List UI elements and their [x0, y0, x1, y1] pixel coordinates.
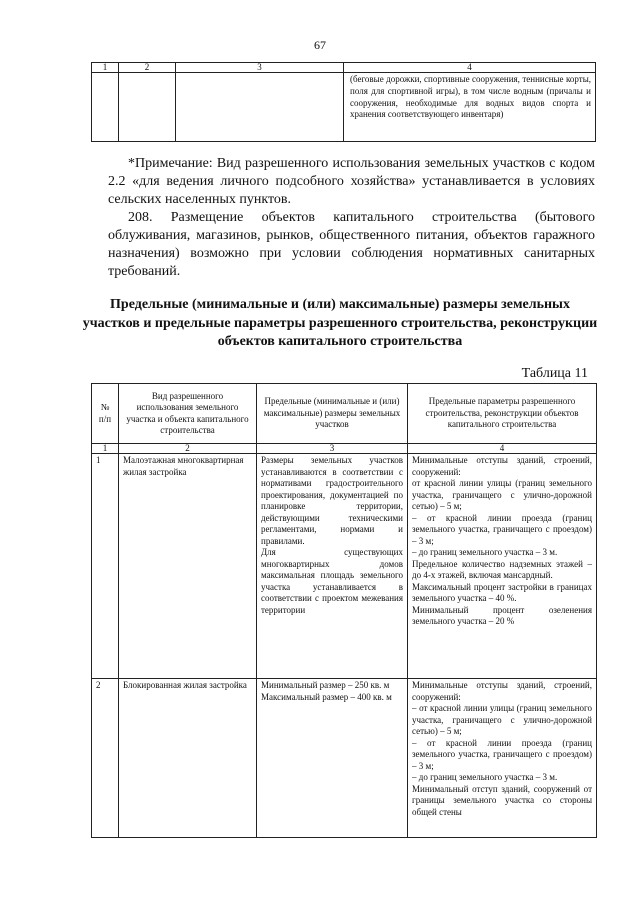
column-number: 2: [119, 63, 176, 73]
table-header-row: [92, 384, 597, 444]
row-params-text: – от красной линии проезда (границ земельного участка, граничащего с проездом) – 3 м;: [412, 737, 592, 771]
header-cell: № п/п: [92, 384, 119, 444]
column-number: 2: [119, 444, 257, 454]
continued-table: [91, 62, 596, 142]
note-paragraph: *Примечание: Вид разрешенного использования земельных участков с кодом 2.2 «для ведения личного подсобного хозяйства» устанавливается в условиях сельских населенных пунктов.: [108, 156, 595, 207]
column-number: 3: [257, 444, 408, 454]
row-params-text: Предельное количество надземных этажей – до 4-х этажей, включая мансардный.: [412, 558, 592, 580]
row-params-cell: [408, 454, 597, 679]
row-params-text: – до границ земельного участка – 3 м.: [412, 547, 558, 557]
column-number: 3: [176, 63, 344, 73]
row-params-text: – до границ земельного участка – 3 м.: [412, 772, 558, 782]
column-number: 4: [408, 444, 597, 454]
row-params-text: – от красной линии улицы (границ земельного участка, граничащего с улично-дорожной сетью) – 5 м;: [412, 703, 592, 736]
table-row: [92, 454, 597, 679]
parameters-table: [91, 383, 597, 838]
row-params-text: Максимальный процент застройки в границах земельного участка – 40 %.: [412, 581, 592, 603]
row-sizes-text: Размеры земельных участков устанавливаются в соответствии с нормативами градостроительного проектирования, документацией по планировке территории, действующими техническими регламентами, нормами и правилами.: [261, 455, 403, 546]
row-sizes-cell: [257, 454, 408, 679]
row-params-cell: [408, 679, 597, 838]
column-number: 1: [92, 444, 119, 454]
row-params-text: от красной линии улицы (границ земельного участка, граничащего с улично-дорожной сетью) – 5 м;: [412, 478, 592, 511]
table-label: Таблица 11: [521, 366, 588, 381]
row-type: Блокированная жилая застройка: [119, 679, 257, 838]
table-row: [92, 679, 597, 838]
paragraph-208: 208. Размещение объектов капитального строительства (бытового облуживания, магазинов, рынков, общественного питания, объектов гаражного назначения) возможно при условии соблюдения нормативных санитарных требований.: [108, 210, 595, 279]
table-row: [92, 73, 596, 142]
row-number: 2: [92, 679, 119, 838]
row-params-text: Минимальный отступ зданий, сооружений от границы земельного участка со стороны общей стены: [412, 783, 592, 817]
row-sizes-cell: [257, 679, 408, 838]
column-number: 4: [344, 63, 596, 73]
section-heading: Предельные (минимальные и (или) максимальные) размеры земельных участков и предельные параметры разрешенного строительства, реконструкции объектов капитального строительства: [82, 297, 598, 349]
table-row: [92, 444, 597, 454]
header-cell: Предельные (минимальные и (или) максимальные) размеры земельных участков: [257, 384, 408, 444]
row-number: 1: [92, 454, 119, 679]
column-number: 1: [92, 63, 119, 73]
row-params-text: – от красной линии проезда (границ земельного участка, граничащего с проездом) – 3 м;: [412, 512, 592, 546]
row-params-text: Минимальные отступы зданий, строений, сооружений:: [412, 680, 592, 702]
table-row: [92, 63, 596, 73]
row-sizes-text: Минимальный размер – 250 кв. м: [261, 680, 390, 690]
table-cell: [176, 73, 344, 142]
header-cell: Предельные параметры разрешенного строительства, реконструкции объектов капитального строительства: [408, 384, 597, 444]
row-sizes-text: Для существующих многоквартирных домов максимальная площадь земельного участка устанавливается в соответствии с проектом межевания территории: [261, 547, 403, 615]
table-cell: [119, 73, 176, 142]
page-number: 67: [314, 38, 326, 52]
row-sizes-text: Максимальный размер – 400 кв. м: [261, 691, 392, 702]
header-cell: Вид разрешенного использования земельного участка и объекта капитального строительства: [119, 384, 257, 444]
row-type: Малоэтажная многоквартирная жилая застройка: [119, 454, 257, 679]
table-cell: [92, 73, 119, 142]
row-params-text: Минимальный процент озеленения земельного участка – 20 %: [412, 604, 592, 626]
row-params-text: Минимальные отступы зданий, строений, сооружений:: [412, 455, 592, 477]
continued-cell-text: (беговые дорожки, спортивные сооружения, теннисные корты, поля для спортивной игры), в том числе водным (причалы и сооружения, необходимые для водных видов спорта и хранения соответствующего инвентаря): [344, 73, 596, 142]
